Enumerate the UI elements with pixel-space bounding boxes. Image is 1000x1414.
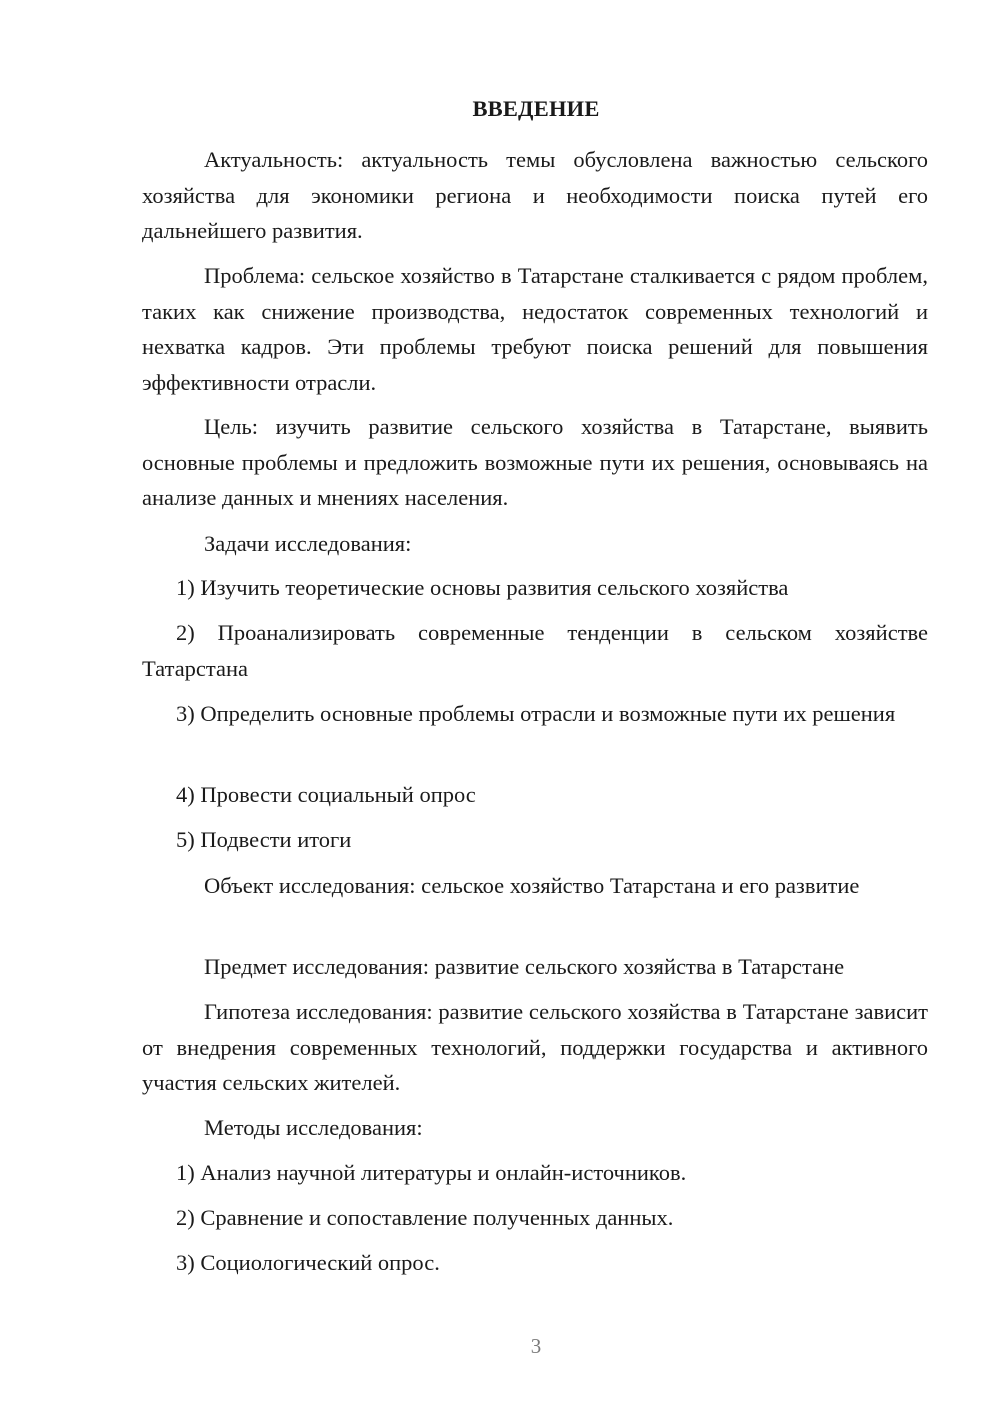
task-item: 5) Подвести итоги	[176, 827, 352, 852]
section-heading: ВВЕДЕНИЕ	[472, 96, 600, 121]
method-item: 2) Сравнение и сопоставление полученных данных.	[176, 1205, 674, 1230]
page-number: 3	[530, 1334, 542, 1358]
problem-paragraph: Проблема: сельское хозяйство в Татарстане сталкивается с рядом проблем, таких как снижение производства, недостаток современных технологий и нехватка кадров. Эти проблемы требуют поиска решений для повышения эффективности отрасли.	[142, 263, 928, 395]
goal-paragraph: Цель: изучить развитие сельского хозяйства в Татарстане, выявить основные проблемы и предложить возможные пути их решения, основываясь на анализе данных и мнениях населения.	[142, 414, 928, 510]
method-item: 1) Анализ научной литературы и онлайн-источников.	[176, 1160, 687, 1185]
task-item: 4) Провести социальный опрос	[176, 782, 476, 807]
task-item: 1) Изучить теоретические основы развития сельского хозяйства	[176, 575, 789, 600]
methods-heading: Методы исследования:	[204, 1115, 423, 1140]
tasks-heading: Задачи исследования:	[204, 531, 412, 556]
object-paragraph: Объект исследования: сельское хозяйство Татарстана и его развитие	[204, 873, 860, 898]
subject-paragraph: Предмет исследования: развитие сельского хозяйства в Татарстане	[204, 954, 845, 979]
task-item: 3) Определить основные проблемы отрасли и возможные пути их решения	[176, 701, 896, 726]
relevance-paragraph: Актуальность: актуальность темы обусловлена важностью сельского хозяйства для экономики региона и необходимости поиска путей его дальнейшего развития.	[142, 147, 928, 243]
task-item: 2) Проанализировать современные тенденции в сельском хозяйстве Татарстана	[142, 620, 928, 681]
hypothesis-paragraph: Гипотеза исследования: развитие сельского хозяйства в Татарстане зависит от внедрения современных технологий, поддержки государства и активного участия сельских жителей.	[142, 999, 928, 1095]
method-item: 3) Социологический опрос.	[176, 1250, 440, 1275]
